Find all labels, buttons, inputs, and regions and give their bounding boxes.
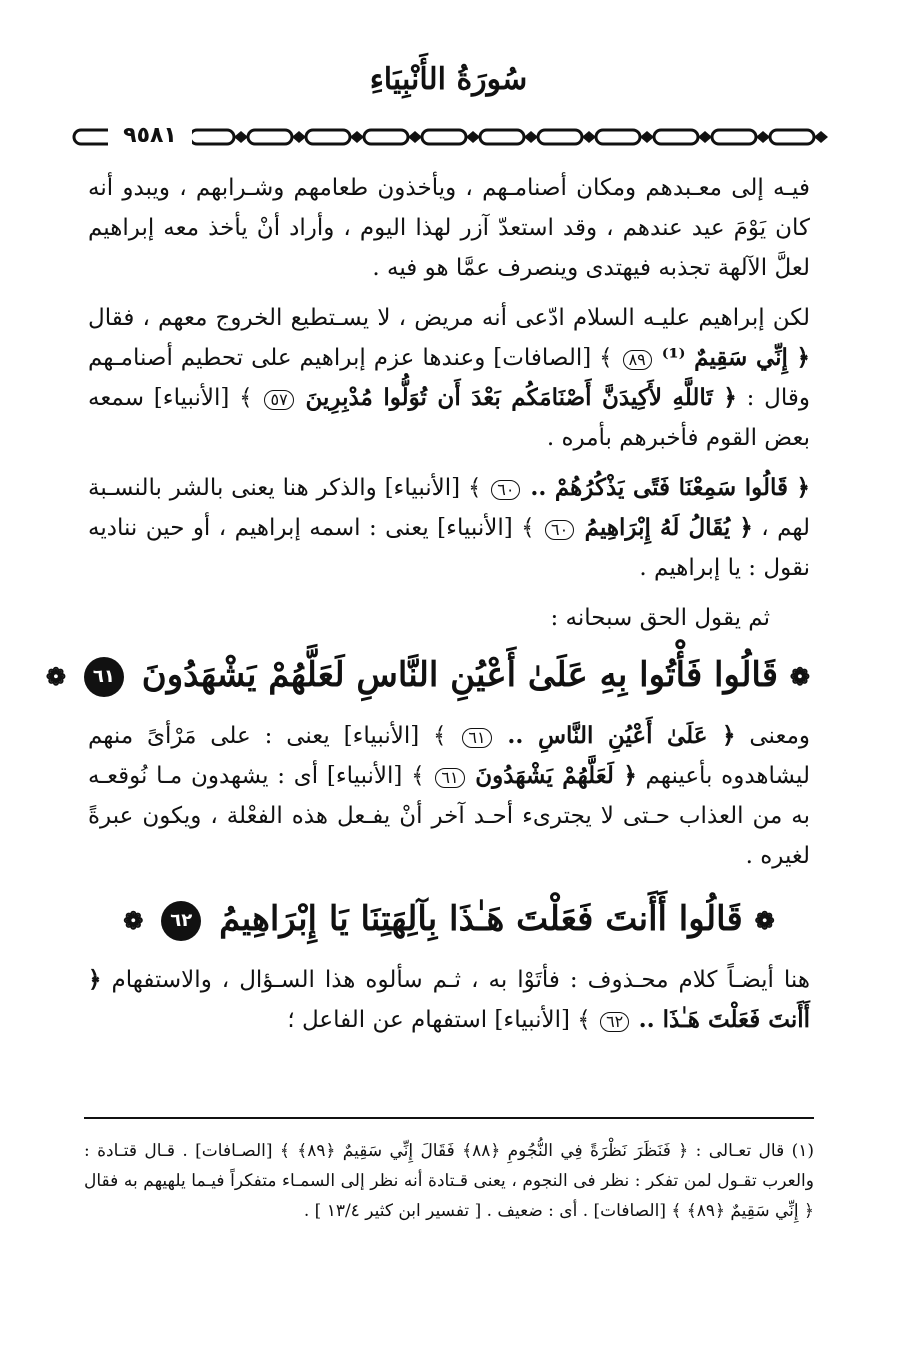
paragraph-text: ﴾ [الصافات] وعندها عزم إبراهيم على تحطيم أصنامـهم وقال : — [88, 345, 811, 411]
verse-banner-61 — [45, 642, 810, 708]
floral-ornament-icon: ❁ — [123, 906, 144, 935]
floral-ornament-icon: ❁ — [754, 906, 775, 935]
quran-quote: ﴿ تَاللَّهِ لأَكِيدَنَّ أَصْنَامَكُم بَعْدَ أَن تُوَلُّوا مُدْبِرِينَ — [305, 384, 737, 411]
paragraph-text: ﴾ [الأنبياء] سمعه بعض القوم فأخبرهم بأمره . — [88, 385, 810, 451]
paragraph-1 — [88, 168, 810, 288]
quran-quote: ﴿ عَلَىٰ أَعْيُنِ النَّاسِ .. — [507, 722, 736, 749]
quran-quote: ﴿ قَالُوا سَمِعْنَا فَتًى يَذْكُرُهُمْ .. — [530, 474, 811, 501]
paragraph-text: ﴾ [الأنبياء] استفهام عن الفاعل ؛ — [287, 1007, 591, 1033]
verse-text: قَالُوا فَأْتُوا بِهِ عَلَىٰ أَعْيُنِ النَّاسِ لَعَلَّهُمْ يَشْهَدُونَ — [141, 655, 779, 695]
page-number: ٩٥٨١ — [108, 121, 192, 151]
paragraph-text: فيـه إلى معـبدهم ومكان أصنامـهم ، ويأخذون طعامهم وشـرابهم ، ويبدو أنه كان يَوْمَ عيد عندهم ، وقد استعدّ آزر لهذا اليوم ، وأراد أنْ يأخذ معه إبراهيم لعلَّ الآلهة تجذبه فيهتدى وينصرف عمَّا هو فيه . — [88, 175, 810, 281]
paragraph-text: لكن إبراهيم عليـه السلام ادّعى أنه مريض ، لا يسـتطيع الخروج معهم ، فقال — [88, 305, 810, 331]
ayah-number: ٦٠ — [491, 480, 520, 500]
verse-number-badge: ٦١ — [84, 657, 124, 697]
quran-quote: ﴿ أَأَنتَ فَعَلْتَ هَـٰذَا .. — [88, 966, 810, 1033]
ayah-number: ٥٧ — [264, 390, 293, 410]
verse-banner-62 — [88, 886, 810, 952]
paragraph-text: هنا أيضـاً كلام محـذوف : فأتَوْا به ، ثـم سألوه هذا السـؤال ، والاستفهام — [111, 967, 811, 993]
footnote: (١) قال تعـالى : ﴿ فَنَظَرَ نَظْرَةً فِي النُّجُومِ ﴿٨٨﴾ فَقَالَ إِنِّي سَقِيمٌ ﴿٨٩﴾ ﴾ [الصـافات] . قـال قتـادة : والعرب تقـول لمن تفكر : نظر فى النجوم ، يعنى قـتادة أنه نظر إلى السمـاء متفكراً فيـما يلهيهم به فقال ﴿ إِنِّي سَقِيمٌ ﴿٨٩﴾ ﴾ [الصافات] . أى : ضعيف . [ تفسير ابن كثير ١٣/٤ ] . — [84, 1141, 814, 1221]
ayah-number: ٦٢ — [600, 1012, 629, 1032]
paragraph-text: ﴾ [الأنبياء] يعنى : اسمه إبراهيم ، أو حين نناديه نقول : يا إبراهيم . — [88, 515, 810, 581]
paragraph-2 — [88, 298, 810, 458]
main-text — [45, 168, 811, 1050]
paragraph-3 — [88, 468, 810, 588]
quran-quote: ﴿ إِنِّي سَقِيمٌ ⁽¹⁾ — [661, 344, 811, 371]
footnote-separator — [84, 1117, 814, 1119]
ayah-number: ٦١ — [435, 768, 464, 788]
paragraph-5 — [88, 960, 810, 1040]
paragraph-4 — [88, 716, 810, 876]
paragraph-text: ومعنى — [749, 723, 811, 749]
sura-title: سُورَةُ الأَنْبِيَاءِ — [369, 62, 528, 97]
quran-quote: ﴿ لَعَلَّهُمْ يَشْهَدُونَ — [475, 762, 637, 789]
floral-ornament-icon: ❁ — [45, 662, 67, 691]
verse-text: قَالُوا أَأَنتَ فَعَلْتَ هَـٰذَا بِآلِهَتِنَا يَا إِبْرَاهِيمُ — [219, 899, 743, 939]
ayah-number: ٦٠ — [545, 520, 574, 540]
quran-quote: ﴿ يُقَالُ لَهُ إِبْرَاهِيمُ — [584, 514, 753, 541]
floral-ornament-icon: ❁ — [789, 662, 810, 691]
paragraph-text: ﴾ [الأنبياء] والذكر هنا يعنى بالشر بالنسـبة لهم ، — [88, 475, 811, 541]
transition-line: ثم يقول الحق سبحانه : — [550, 605, 770, 631]
verse-number-badge: ٦٢ — [161, 901, 201, 941]
ayah-number: ٦١ — [462, 728, 491, 748]
ayah-number: ٨٩ — [623, 350, 652, 370]
paragraph-text: ﴾ [الأنبياء] يعنى : على مَرْأىً منهم ليشاهدوه بأعينهم — [88, 723, 811, 789]
paragraph-text: ﴾ [الأنبياء] أى : يشهدون مـا نُوقعـه به من العذاب حـتى لا يجترىء أحـد آخر أنْ يفـعل هذه الفعْلة ، ويكون عبرةً لغيره . — [88, 763, 810, 869]
